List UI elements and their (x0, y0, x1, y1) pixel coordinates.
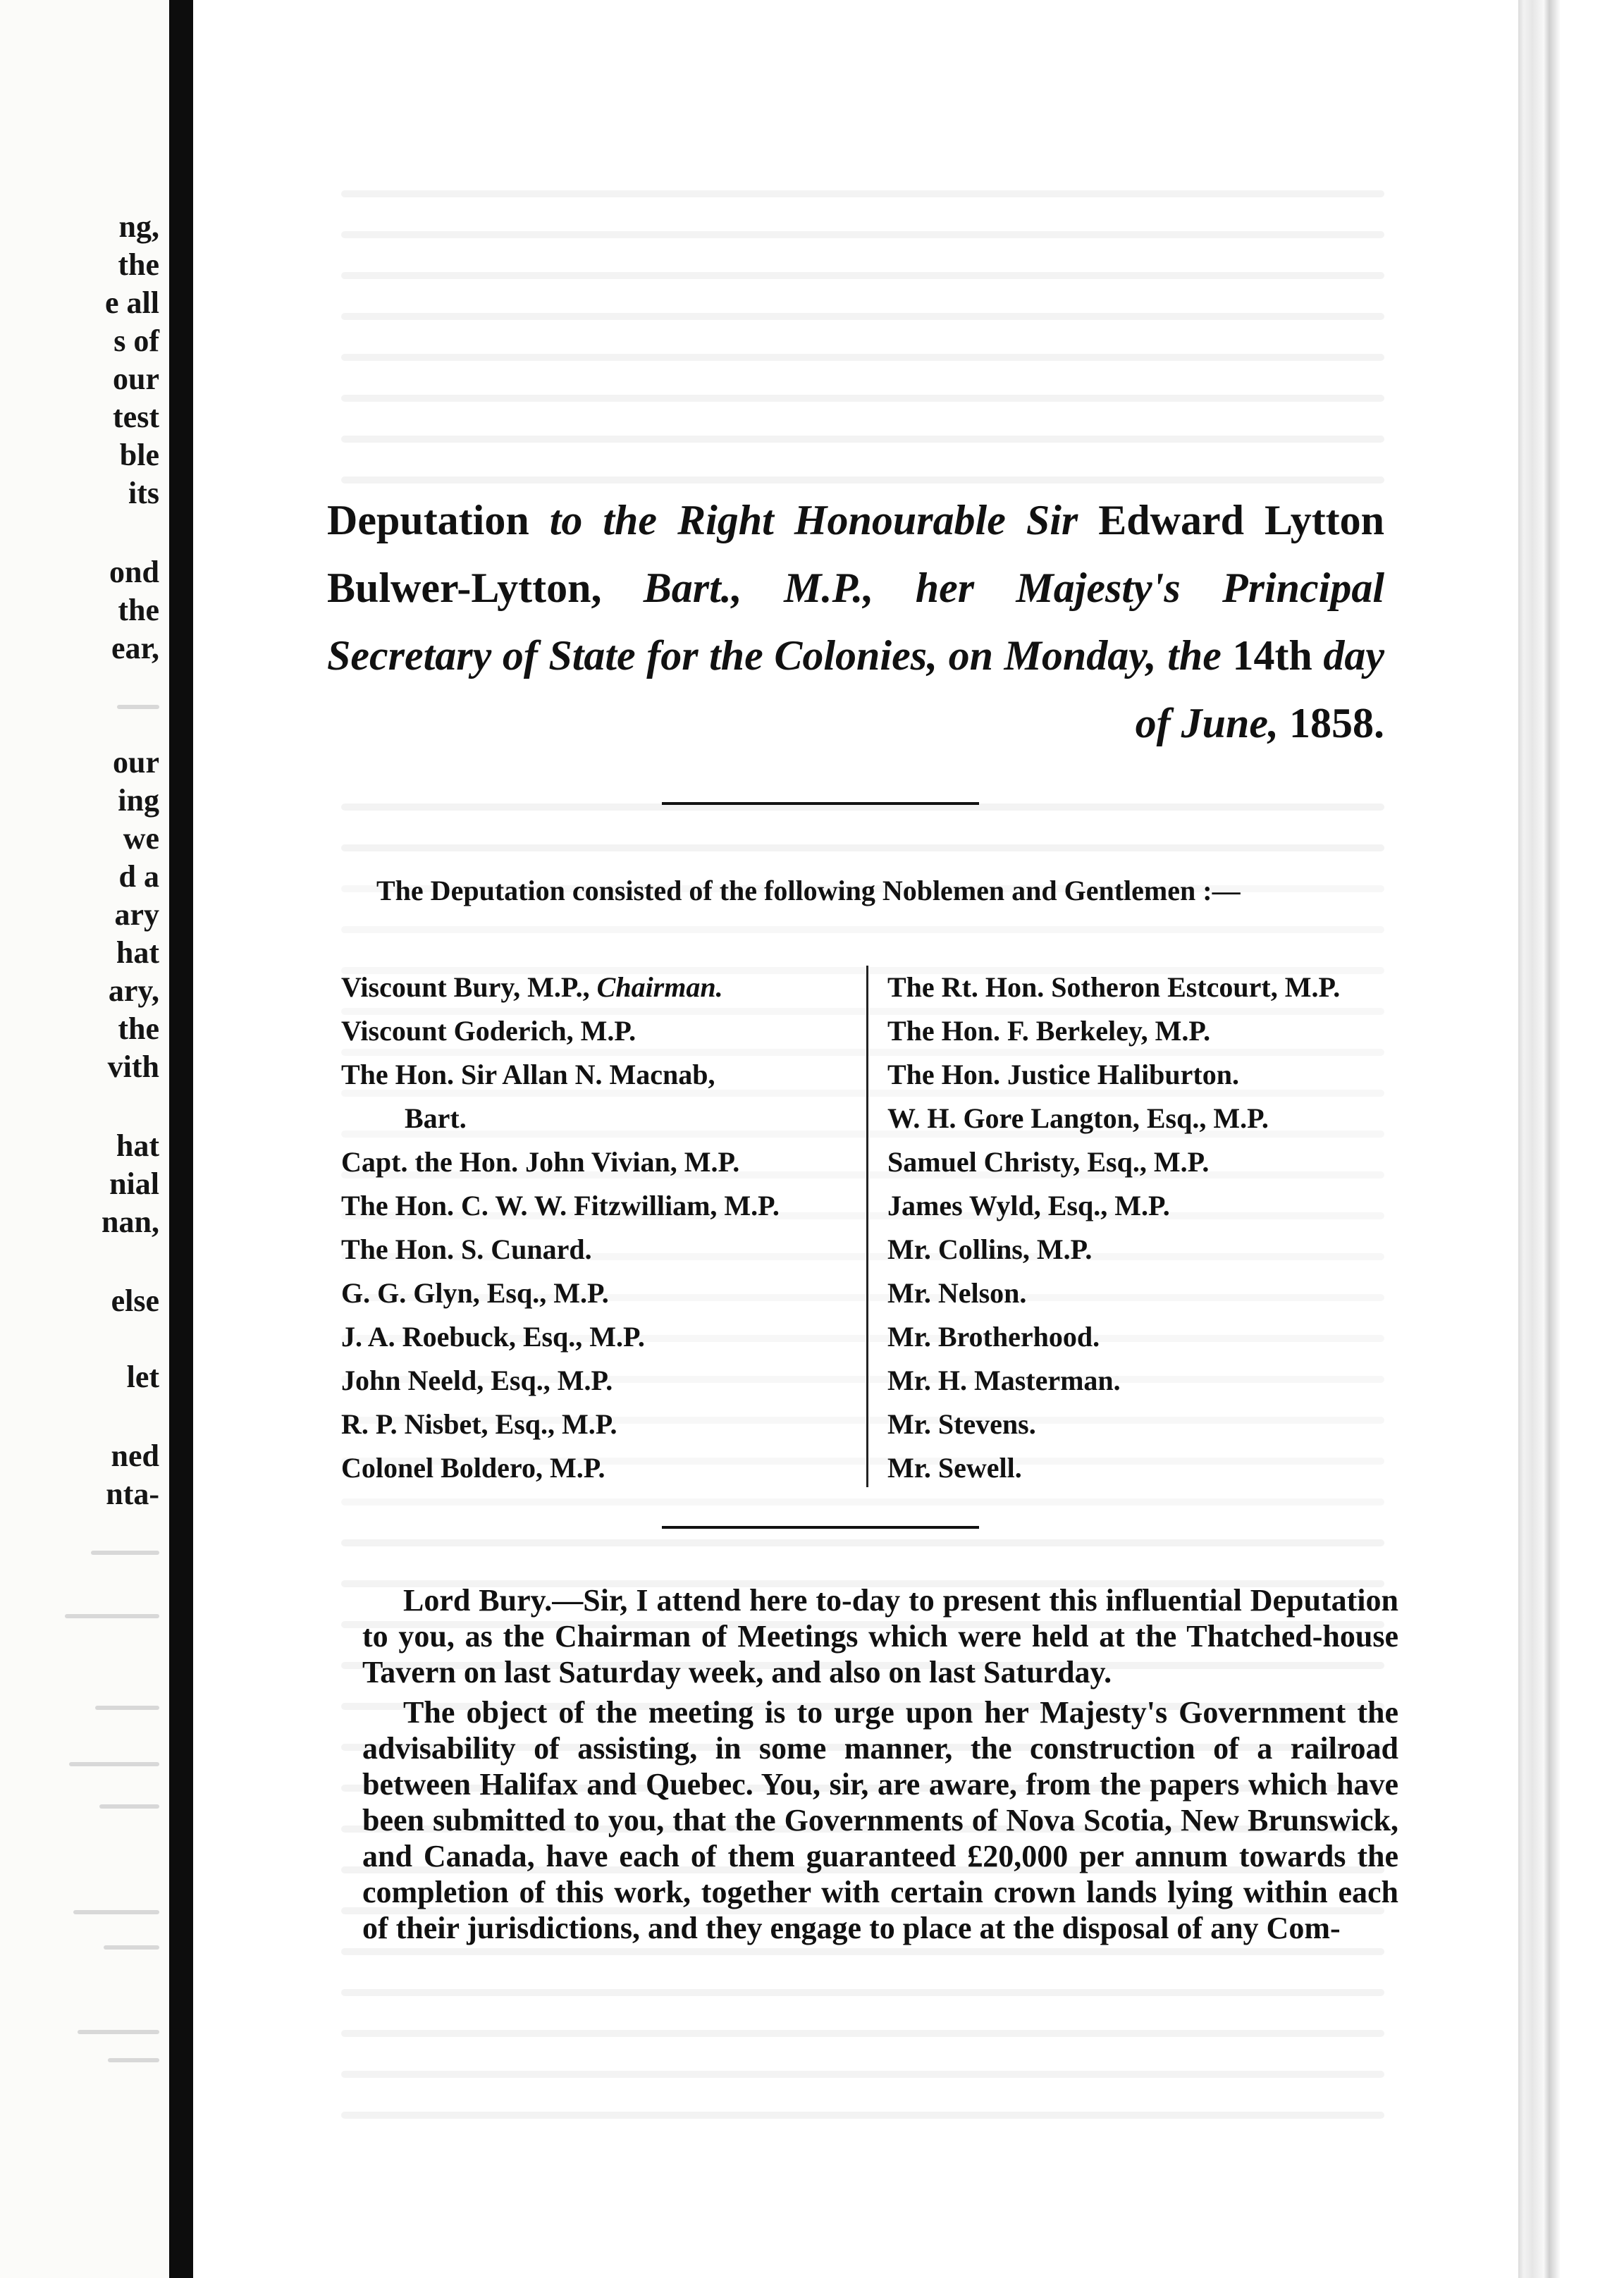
bleed-mark (69, 1762, 159, 1766)
deputation-member: Samuel Christy, Esq., M.P. (887, 1146, 1210, 1178)
members-right-column (887, 966, 1451, 1490)
deputation-member: G. G. Glyn, Esq., M.P. (341, 1277, 609, 1309)
deputation-member: Mr. Nelson. (887, 1277, 1027, 1309)
column-divider (866, 966, 868, 1487)
deputation-member: The Hon. Sir Allan N. Macnab, (341, 1059, 715, 1090)
previous-page-fragment: d a (118, 859, 159, 894)
bleed-line (341, 2030, 1384, 2037)
bleed-line (341, 1539, 1384, 1546)
deputation-member: Viscount Goderich, M.P. (341, 1015, 636, 1047)
previous-page-fragment: nta- (106, 1477, 159, 1511)
deputation-member: Viscount Bury, M.P., Chairman. (341, 971, 723, 1003)
bleed-line (341, 844, 1384, 851)
deputation-member: Bart. (405, 1102, 467, 1134)
deputation-member: Capt. the Hon. John Vivian, M.P. (341, 1146, 740, 1178)
bleed-line (341, 2071, 1384, 2078)
deputation-member: Colonel Boldero, M.P. (341, 1452, 605, 1484)
section-rule (662, 1526, 979, 1529)
deputation-member: The Hon. F. Berkeley, M.P. (887, 1015, 1211, 1047)
bleed-mark (95, 1706, 159, 1710)
bleed-mark (108, 2058, 159, 2062)
deputation-member: The Rt. Hon. Sotheron Estcourt, M.P. (887, 971, 1341, 1003)
previous-page-fragment: ned (111, 1439, 159, 1473)
bleed-line (341, 1989, 1384, 1996)
previous-page-fragment: ary, (108, 973, 159, 1008)
heading-italic: day of June, (1135, 632, 1385, 746)
bleed-line (341, 231, 1384, 238)
speech-paragraph: The object of the meeting is to urge upon her Majesty's Government the advisability of assisting, in some manner, the construction of a railroad between Halifax and Quebec. You, sir, are aware, from the papers which have been submitted to you, that the Governments of Nova Scotia, New Brunswick, and Canada, have each of them guaranteed £20,000 per annum towards the completion of this work, together with certain crown lands lying within each of their jurisdictions, and they engage to place at the disposal of any Com- (362, 1695, 1398, 1945)
previous-page-fragment: test (113, 400, 159, 434)
deputation-member: Mr. H. Masterman. (887, 1365, 1121, 1396)
deputation-member: James Wyld, Esq., M.P. (887, 1190, 1170, 1221)
previous-page-fragment: the (118, 1011, 159, 1046)
heading-year: 1858. (1289, 700, 1384, 746)
bleed-line (341, 436, 1384, 443)
previous-page-fragment: else (111, 1283, 159, 1318)
bleed-mark (99, 1804, 159, 1809)
bleed-line (341, 1948, 1384, 1955)
bleed-line (341, 1498, 1384, 1506)
previous-page-fragment: nan, (102, 1205, 159, 1239)
heading-italic: Bart., M.P., her Majesty's Principal Secretary of State for the Colonies, on Monday, the (327, 565, 1384, 679)
previous-page-fragment: hat (116, 1128, 159, 1163)
previous-page-fragment: ng, (118, 209, 159, 244)
bleed-mark (73, 1910, 159, 1914)
heading-word: Deputation (327, 497, 529, 543)
bleed-mark (117, 705, 159, 709)
deputation-intro: The Deputation consisted of the following Noblemen and Gentlemen :— (376, 875, 1241, 906)
deputation-member: J. A. Roebuck, Esq., M.P. (341, 1321, 645, 1353)
previous-page-fragment: vith (107, 1049, 159, 1084)
previous-page-fragment: e all (105, 285, 159, 320)
deputation-member: W. H. Gore Langton, Esq., M.P. (887, 1102, 1269, 1134)
speech-text (362, 1582, 1398, 1946)
previous-page-fragment: ing (118, 783, 159, 818)
deputation-member: Mr. Brotherhood. (887, 1321, 1100, 1353)
deputation-member: The Hon. S. Cunard. (341, 1233, 592, 1265)
deputation-member: Mr. Sewell. (887, 1452, 1022, 1484)
binding-gutter (169, 0, 193, 2278)
bleed-line (341, 395, 1384, 402)
previous-page-fragment: ble (119, 438, 159, 472)
heading-rule (662, 802, 979, 805)
bleed-line (341, 190, 1384, 197)
previous-page-fragment: ary (114, 897, 159, 932)
bleed-line (341, 313, 1384, 320)
deputation-member: The Hon. Justice Haliburton. (887, 1059, 1239, 1090)
heading-date-day: 14th (1232, 632, 1312, 679)
page-edge (1518, 0, 1624, 2278)
previous-page-fragment: let (126, 1360, 159, 1394)
deputation-member: Mr. Stevens. (887, 1408, 1036, 1440)
deputation-member: R. P. Nisbet, Esq., M.P. (341, 1408, 617, 1440)
bleed-mark (91, 1551, 159, 1555)
bleed-mark (104, 1945, 159, 1950)
heading-name: Edward Lytton Bulwer-Lytton, (327, 497, 1385, 611)
bleed-line (341, 2112, 1384, 2119)
previous-page-fragment: ond (109, 555, 159, 589)
previous-page-fragment: our (113, 362, 159, 396)
bleed-mark (78, 2030, 159, 2034)
previous-page-fragment: nial (109, 1166, 159, 1201)
deputation-member: Mr. Collins, M.P. (887, 1233, 1093, 1265)
previous-page-fragment: we (123, 821, 159, 856)
page-heading (327, 486, 1384, 757)
bleed-mark (65, 1614, 159, 1618)
bleed-line (341, 926, 1384, 933)
heading-italic: to the Right Honourable Sir (549, 497, 1078, 543)
chairman-label: Chairman. (596, 971, 723, 1003)
previous-page-fragment: the (118, 247, 159, 282)
previous-page-fragment: our (113, 745, 159, 780)
deputation-member: The Hon. C. W. W. Fitzwilliam, M.P. (341, 1190, 780, 1221)
speech-paragraph: Lord Bury.—Sir, I attend here to-day to present this influential Deputation to you, as the Chairman of Meetings which were held at the Thatched-house Tavern on last Saturday week, and also on last Saturday. (362, 1583, 1398, 1689)
previous-page-strip (0, 0, 169, 2278)
document-page (193, 0, 1518, 2278)
previous-page-fragment: ear, (111, 631, 159, 665)
deputation-member: John Neeld, Esq., M.P. (341, 1365, 613, 1396)
previous-page-fragment: its (128, 476, 159, 510)
previous-page-fragment: s of (113, 324, 159, 358)
bleed-line (341, 476, 1384, 484)
previous-page-fragment: hat (116, 935, 159, 970)
bleed-line (341, 354, 1384, 361)
previous-page-fragment: the (118, 593, 159, 627)
bleed-line (341, 272, 1384, 279)
